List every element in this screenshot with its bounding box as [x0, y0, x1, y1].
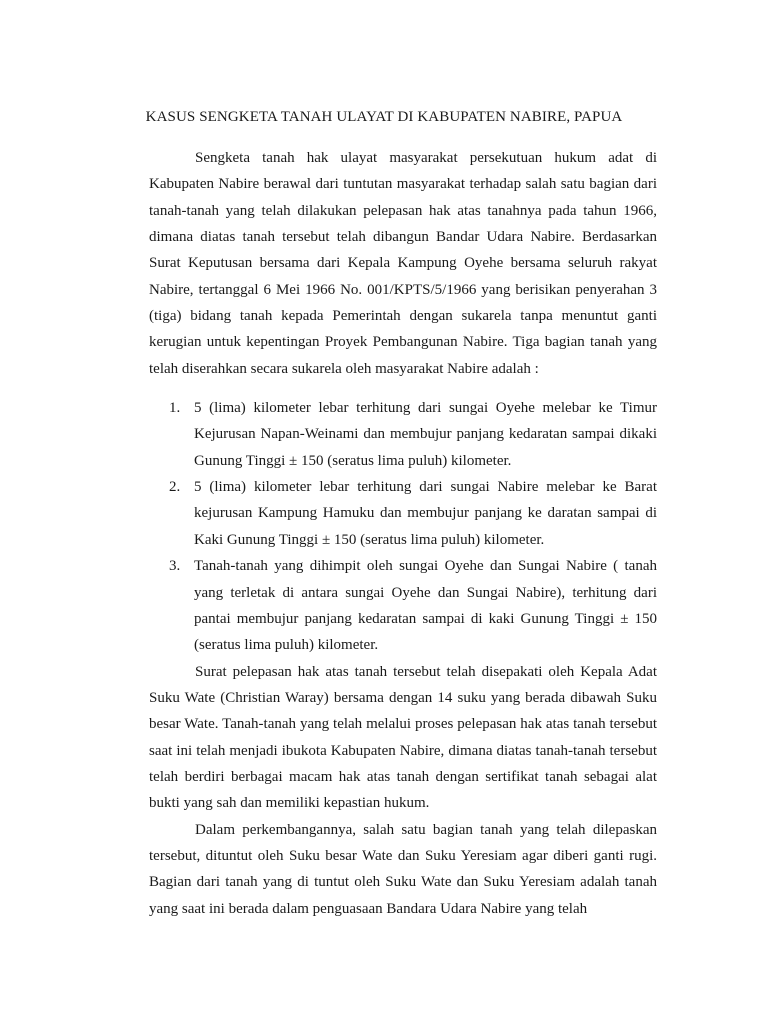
list-item [149, 553, 657, 658]
document-title: KASUS SENGKETA TANAH ULAYAT DI KABUPATEN NABIRE, PAPUA [145, 109, 623, 125]
list-item-text: Tanah-tanah yang dihimpit oleh sungai Oyehe dan Sungai Nabire ( tanah yang terletak di antara sungai Oyehe dan Sungai Nabire), terhitung dari pantai membujur panjang kedaratan sampai di kaki Gunung Tinggi ± 150 (seratus lima puluh) kilometer. [194, 558, 657, 654]
list-item [149, 395, 657, 474]
list-item [149, 474, 657, 553]
list-item-number: 2. [169, 479, 181, 496]
list-item-text: 5 (lima) kilometer lebar terhitung dari sungai Oyehe melebar ke Timur Kejurusan Napan-Weinami dan membujur panjang kedaratan sampai dikaki Gunung Tinggi ± 150 (seratus lima puluh) kilometer. [194, 400, 657, 469]
intro-paragraph: Sengketa tanah hak ulayat masyarakat persekutuan hukum adat di Kabupaten Nabire berawal dari tuntutan masyarakat terhadap salah satu bagian dari tanah-tanah yang telah dilakukan pelepasan hak atas tanahnya pada tahun 1966, dimana diatas tanah tersebut telah dibangun Bandar Udara Nabire. Berdasarkan Surat Keputusan bersama dari Kepala Kampung Oyehe bersama seluruh rakyat Nabire, tertanggal 6 Mei 1966 No. 001/KPTS/5/1966 yang berisikan penyerahan 3 (tiga) bidang tanah kepada Pemerintah dengan sukarela tanpa menuntut ganti kerugian untuk kepentingan Proyek Pembangunan Nabire. Tiga bagian tanah yang telah diserahkan secara sukarela oleh masyarakat Nabire adalah : [149, 150, 657, 377]
release-paragraph: Surat pelepasan hak atas tanah tersebut telah disepakati oleh Kepala Adat Suku Wate (Christian Waray) bersama dengan 14 suku yang berada dibawah Suku besar Wate. Tanah-tanah yang telah melalui proses pelepasan hak atas tanah tersebut saat ini telah menjadi ibukota Kabupaten Nabire, dimana diatas tanah-tanah tersebut telah berdiri berbagai macam hak atas tanah dengan sertifikat tanah sebagai alat bukti yang sah dan memiliki kepastian hukum. [149, 663, 657, 812]
document-body [149, 145, 657, 922]
list-item-number: 1. [169, 400, 181, 417]
development-paragraph: Dalam perkembangannya, salah satu bagian tanah yang telah dilepaskan tersebut, dituntut oleh Suku besar Wate dan Suku Yeresiam agar diberi ganti rugi. Bagian dari tanah yang di tuntut oleh Suku Wate dan Suku Yeresiam adalah tanah yang saat ini berada dalam penguasaan Bandara Udara Nabire yang telah [149, 821, 657, 917]
list-item-number: 3. [169, 558, 181, 575]
list-item-text: 5 (lima) kilometer lebar terhitung dari sungai Nabire melebar ke Barat kejurusan Kampung Hamuku dan membujur panjang ke daratan sampai di Kaki Gunung Tinggi ± 150 (seratus lima puluh) kilometer. [194, 479, 657, 548]
land-list [149, 395, 657, 658]
